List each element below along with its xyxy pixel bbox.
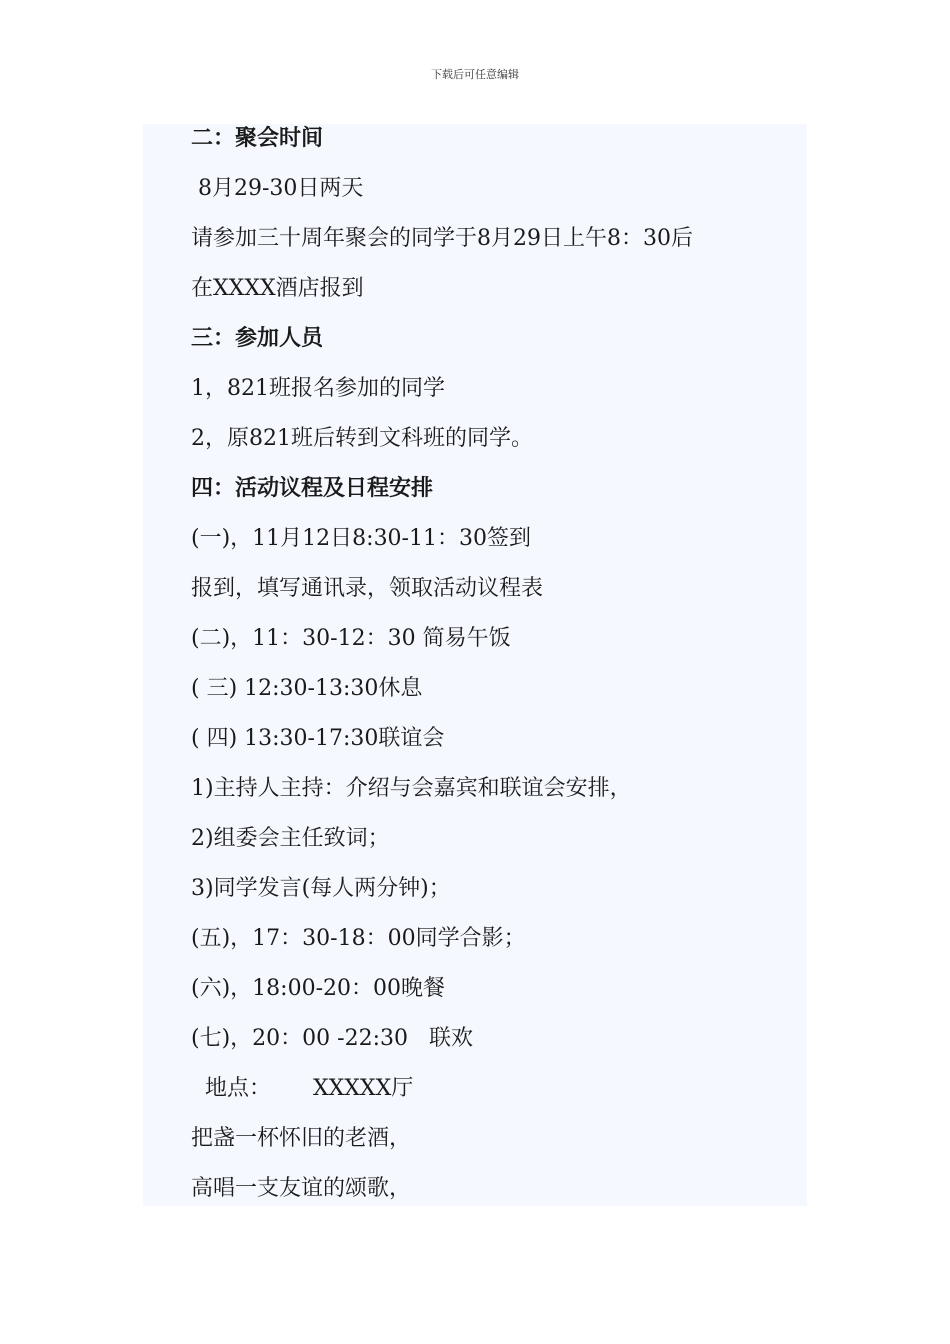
paragraph-line: 高唱一支友谊的颂歌， (191, 1176, 412, 1201)
paragraph-line: 8月29-30日两天 (191, 176, 364, 201)
section-heading-participants: 三：参加人员 (191, 326, 324, 351)
agenda-item: (二)，11：30-12：30 简易午饭 (191, 626, 511, 651)
paragraph-line: 报到，填写通讯录，领取活动议程表 (191, 576, 544, 601)
agenda-item: ( 四) 13:30-17:30联谊会 (191, 726, 445, 751)
paragraph-line: 在XXXX酒店报到 (191, 276, 364, 301)
list-item: 1，821班报名参加的同学 (191, 376, 445, 401)
agenda-item: ( 三) 12:30-13:30休息 (191, 676, 423, 701)
venue-line: 地点： XXXXX厅 (191, 1076, 414, 1101)
document-body (143, 124, 807, 1206)
section-heading-time: 二：聚会时间 (191, 126, 324, 151)
agenda-item: (七)，20：00 -22:30 联欢 (191, 1026, 473, 1051)
paragraph-line: 把盏一杯怀旧的老酒， (191, 1126, 412, 1151)
paragraph-line: 请参加三十周年聚会的同学于8月29日上午8：30后 (191, 226, 693, 251)
agenda-item: (五)，17：30-18：00同学合影； (191, 926, 526, 951)
section-heading-agenda: 四：活动议程及日程安排 (191, 476, 434, 501)
list-item: 2)组委会主任致词； (191, 826, 390, 851)
list-item: 2，原821班后转到文科班的同学。 (191, 426, 533, 451)
agenda-item: (六)，18:00-20：00晚餐 (191, 976, 445, 1001)
list-item: 3)同学发言(每人两分钟)； (191, 876, 451, 901)
agenda-item: (一)，11月12日8:30-11：30签到 (191, 526, 531, 551)
list-item: 1)主持人主持：介绍与会嘉宾和联谊会安排， (191, 776, 632, 801)
page-header-note: 下载后可任意编辑 (431, 68, 519, 81)
